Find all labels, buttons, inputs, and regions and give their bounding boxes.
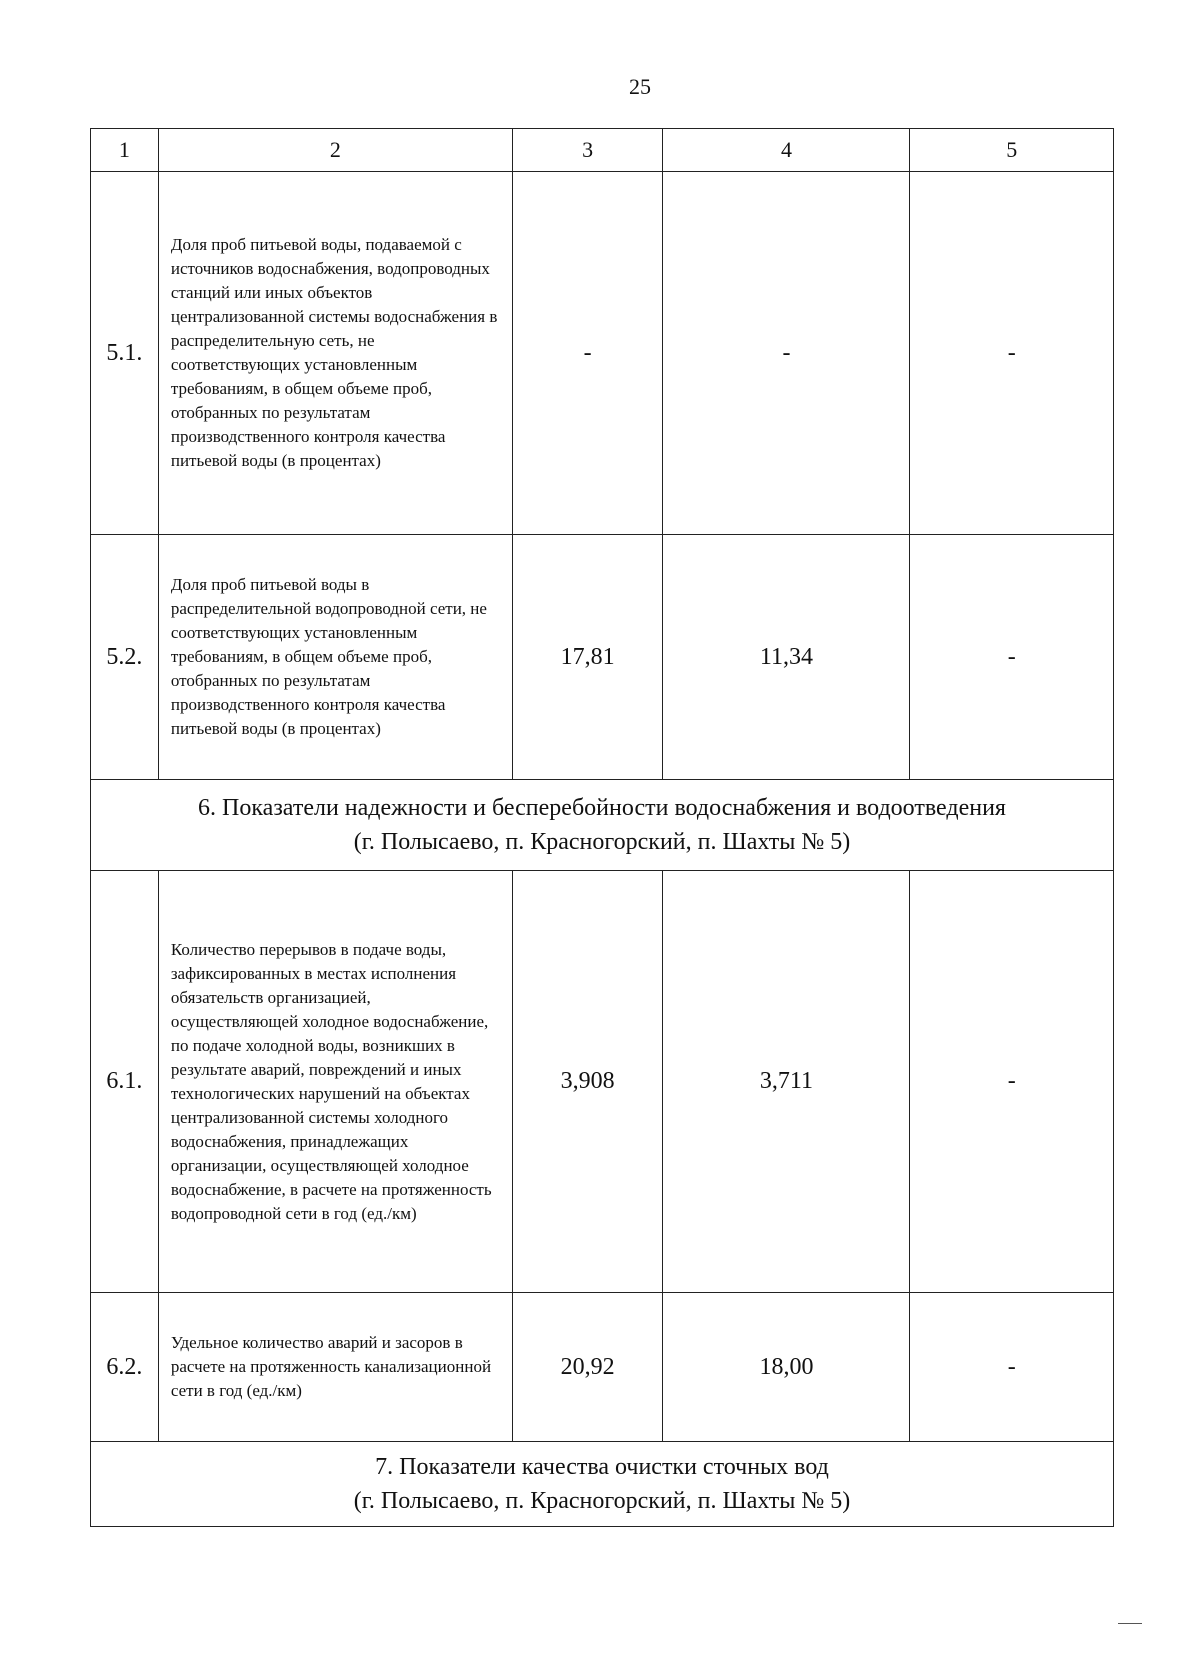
header-col-2: 2: [158, 129, 512, 172]
table-row-6-2: [91, 1293, 1114, 1442]
header-col-3: 3: [512, 129, 663, 172]
table-row-5-2: [91, 535, 1114, 780]
row-value-col5: -: [910, 535, 1114, 780]
section-6-heading: [91, 780, 1114, 871]
row-description: Доля проб питьевой воды, подаваемой с источников водоснабжения, водопроводных станций или иных объектов централизованной системы водоснабжения в распределительную сеть, не соответствующих установленным требованиям, в общем объеме проб, отобранных по результатам производственного контроля качества питьевой воды (в процентах): [158, 172, 512, 535]
section-6-subtitle: (г. Полысаево, п. Красногорский, п. Шахты № 5): [353, 829, 851, 855]
section-7-title: 7. Показатели качества очистки сточных вод: [375, 1454, 829, 1480]
section-6-title: 6. Показатели надежности и бесперебойности водоснабжения и водоотведения: [198, 795, 1006, 821]
row-value-col3: -: [512, 172, 663, 535]
table-row-5-1: [91, 172, 1114, 535]
section-6-heading-row: [91, 780, 1114, 871]
row-description: Количество перерывов в подаче воды, зафиксированных в местах исполнения обязательств организацией, осуществляющей холодное водоснабжение, по подаче холодной воды, возникших в результате аварий, повреждений и иных технологических нарушений на объектах централизованной системы холодного водоснабжения, принадлежащих организации, осуществляющей холодное водоснабжение, в расчете на протяженность водопроводной сети в год (ед./км): [158, 871, 512, 1293]
header-col-1: 1: [91, 129, 159, 172]
row-value-col5: -: [910, 1293, 1114, 1442]
row-value-col5: -: [910, 172, 1114, 535]
row-number: 5.1.: [91, 172, 159, 535]
row-value-col4: -: [663, 172, 910, 535]
row-description: Удельное количество аварий и засоров в расчете на протяженность канализационной сети в год (ед./км): [158, 1293, 512, 1442]
scan-edge-mark: [1118, 1623, 1142, 1624]
table-header-row: [91, 129, 1114, 172]
row-value-col3: 17,81: [512, 535, 663, 780]
row-description: Доля проб питьевой воды в распределительной водопроводной сети, не соответствующих установленным требованиям, в общем объеме проб, отобранных по результатам производственного контроля качества питьевой воды (в процентах): [158, 535, 512, 780]
section-7-heading: [91, 1442, 1114, 1527]
row-number: 5.2.: [91, 535, 159, 780]
section-7-heading-row: [91, 1442, 1114, 1527]
row-value-col4: 11,34: [663, 535, 910, 780]
row-value-col4: 3,711: [663, 871, 910, 1293]
header-col-5: 5: [910, 129, 1114, 172]
row-value-col3: 20,92: [512, 1293, 663, 1442]
row-value-col5: -: [910, 871, 1114, 1293]
section-7-subtitle: (г. Полысаево, п. Красногорский, п. Шахты № 5): [353, 1488, 851, 1514]
page-number: 25: [629, 74, 651, 99]
row-value-col4: 18,00: [663, 1293, 910, 1442]
row-number: 6.2.: [91, 1293, 159, 1442]
row-number: 6.1.: [91, 871, 159, 1293]
indicators-table: [90, 128, 1114, 1527]
row-value-col3: 3,908: [512, 871, 663, 1293]
header-col-4: 4: [663, 129, 910, 172]
table-row-6-1: [91, 871, 1114, 1293]
